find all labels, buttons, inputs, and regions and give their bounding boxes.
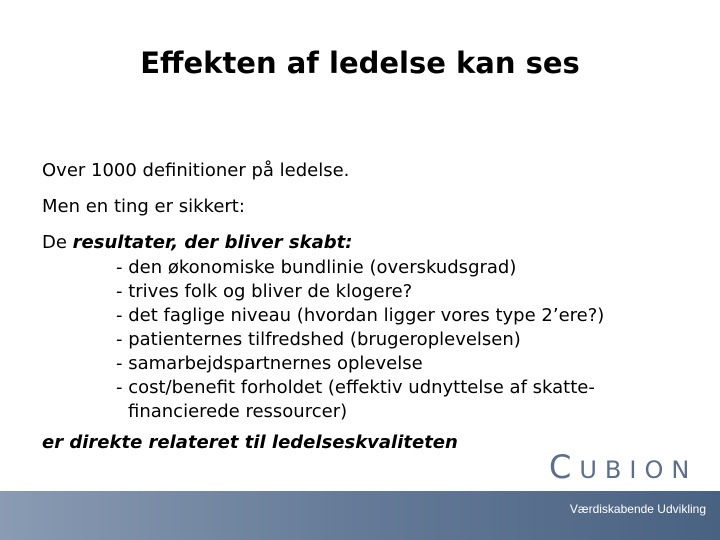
cubion-logo (549, 448, 697, 486)
results-list (116, 256, 604, 424)
footer-tagline: Værdiskabende Udvikling (569, 502, 706, 516)
list-item: - patienternes tilfredshed (brugeroplevelsen) (116, 329, 521, 350)
results-emphasis: resultater, der bliver skabt: (72, 232, 353, 253)
list-item: - trives folk og bliver de klogere? (116, 281, 413, 302)
list-item: - cost/benefit forholdet (effektiv udnyttelse af skatte- (116, 377, 595, 398)
results-prefix: De (42, 232, 73, 253)
list-item: - samarbejdspartnernes oplevelse (116, 353, 423, 374)
intro-line-certain: Men en ting er sikkert: (42, 196, 245, 217)
list-item-continuation: financierede ressourcer) (128, 401, 348, 422)
slide-title: Effekten af ledelse kan ses (140, 46, 580, 80)
intro-line-definitions: Over 1000 definitioner på ledelse. (42, 160, 350, 181)
logo-rest: UBION (579, 456, 698, 484)
conclusion-text: er direkte relateret til ledelseskvaliteten (42, 432, 458, 453)
list-item: - den økonomiske bundlinie (overskudsgrad) (116, 257, 517, 278)
logo-initial: C (549, 448, 580, 486)
intro-line-results (42, 232, 352, 254)
list-item: - det faglige niveau (hvordan ligger vores type 2’ere?) (116, 305, 605, 326)
